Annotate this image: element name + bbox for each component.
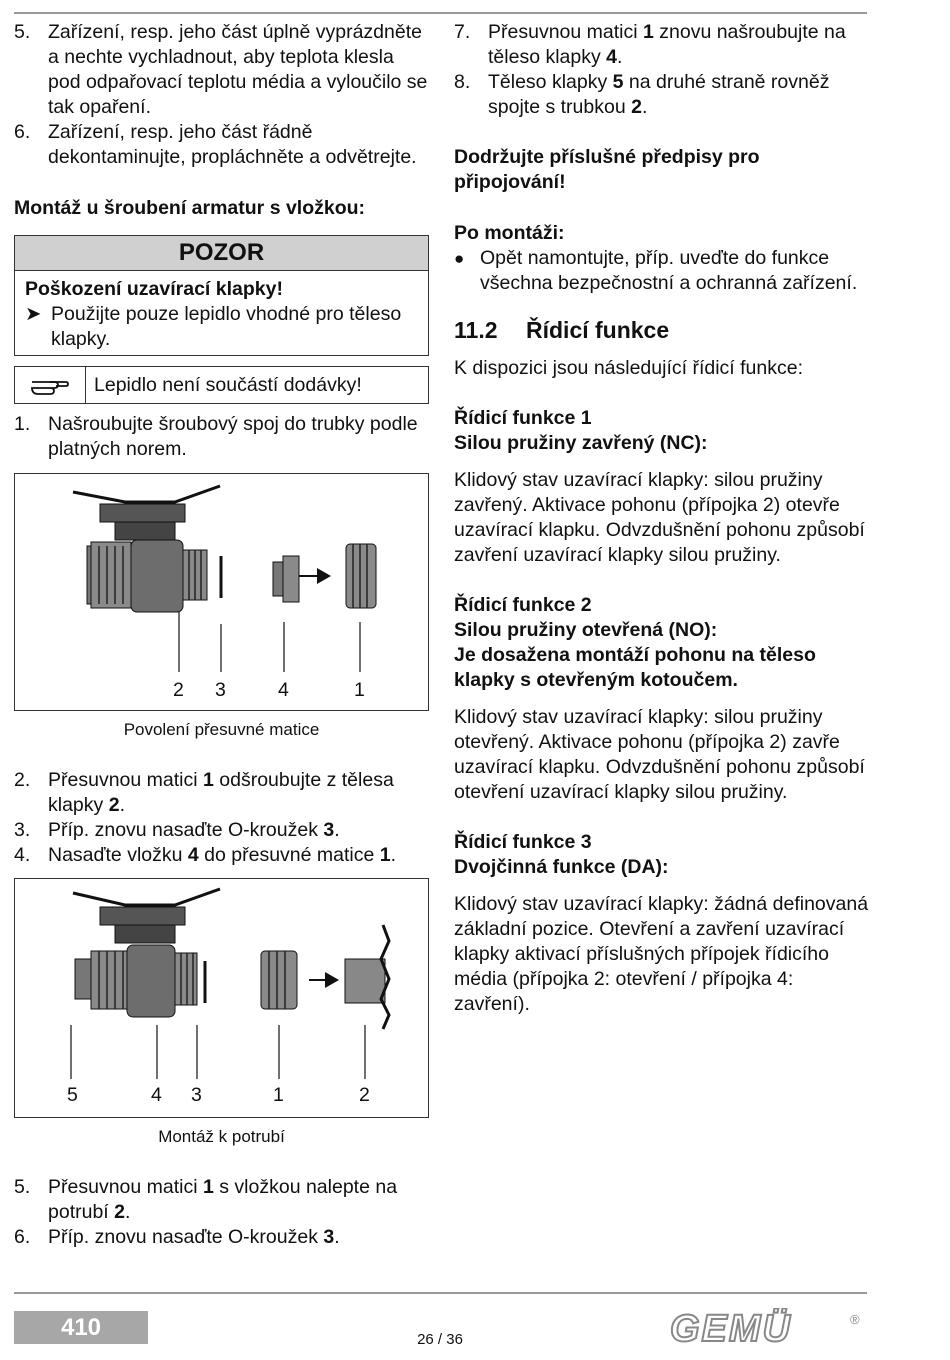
rules-note: Dodržujte příslušné předpisy pro připojování! (454, 146, 760, 193)
control-function-3: Řídicí funkce 3 Dvojčinná funkce (DA): Klidový stav uzavírací klapky: žádná definovaná základní pozice. Otevření a zavření uzavírací klapky aktivací příslušných přípojek řídicího média (přípojka 2: otevření / přípojka 4: zavření). (454, 831, 869, 1015)
fig1-label: 4 (278, 679, 289, 701)
right-column (454, 20, 874, 1017)
fig2-label: 4 (151, 1084, 162, 1106)
list-item: 5. Zařízení, resp. jeho část úplně vyprázdněte a nechte vychladnout, aby teplota klesla pod odpařovací teplotu média a vyloučilo se tak opaření. (14, 21, 428, 118)
warning-step: ➤ Použijte pouze lepidlo vhodné pro těleso klapky. (25, 303, 402, 350)
left-column (14, 20, 429, 1250)
fig1-label: 3 (215, 679, 226, 701)
arrow-icon: ➤ (25, 303, 42, 325)
list-item: 3. Příp. znovu nasaďte O-kroužek 3. (14, 819, 340, 841)
figure-1 (14, 473, 429, 711)
steps-list-d (454, 20, 874, 120)
after-mounting-item: ● Opět namontujte, příp. uveďte do funkce všechna bezpečnostní a ochranná zařízení. (454, 247, 858, 294)
list-item: 8. Těleso klapky 5 na druhé straně rovněž spojte s trubkou 2. (454, 71, 830, 118)
fig2-label: 3 (191, 1084, 202, 1106)
figure-2 (14, 878, 429, 1118)
fig2-label: 5 (67, 1084, 78, 1106)
warning-title: POZOR (15, 236, 428, 271)
svg-text:®: ® (850, 1312, 860, 1327)
control-function-1: Řídicí funkce 1 Silou pružiny zavřený (NC): Klidový stav uzavírací klapky: silou pružiny zavřený. Aktivace pohonu (přípojka 2) otevře uzavírací klapku. Odvzdušnění pohonu způsobí zavření uzavírací klapky silou pružiny. (454, 407, 865, 566)
list-item: 2. Přesuvnou matici 1 odšroubujte z tělesa klapky 2. (14, 769, 394, 816)
fig1-label: 1 (354, 679, 365, 701)
pointing-hand-icon (15, 367, 86, 403)
steps-list-b (14, 768, 429, 868)
fig2-label: 1 (273, 1084, 284, 1106)
note-text: Lepidlo není součástí dodávky! (94, 373, 362, 396)
step-1 (14, 412, 429, 462)
bullet-icon: ● (454, 249, 465, 268)
control-function-2: Řídicí funkce 2 Silou pružiny otevřená (NO): Je dosažena montáží pohonu na těleso klapky s otevřeným kotoučem. Klidový stav uzavírací klapky: silou pružiny otevřený. Aktivace pohonu (přípojka 2) zavře uzavírací klapku. Odvzdušnění pohonu způsobí otevření uzavírací klapky silou pružiny. (454, 594, 865, 803)
figure-2-caption: Montáž k potrubí (158, 1127, 285, 1146)
list-item: 1. Našroubujte šroubový spoj do trubky podle platných norem. (14, 413, 418, 460)
list-item: 7. Přesuvnou matici 1 znovu našroubujte na těleso klapky 4. (454, 21, 846, 68)
after-mounting-heading: Po montáži: (454, 222, 565, 244)
section-intro: K dispozici jsou následující řídicí funkce: (454, 357, 804, 379)
list-item: 4. Nasaďte vložku 4 do přesuvné matice 1. (14, 844, 397, 866)
warning-subtitle: Poškození uzavírací klapky! (25, 278, 283, 300)
list-item: 5. Přesuvnou matici 1 s vložkou nalepte na potrubí 2. (14, 1176, 398, 1223)
list-item: 6. Příp. znovu nasaďte O-kroužek 3. (14, 1226, 340, 1248)
page-number-box: 410 (14, 1311, 148, 1344)
steps-list-a (14, 20, 429, 170)
mounting-heading: Montáž u šroubení armatur s vložkou: (14, 197, 366, 219)
gemu-logo (668, 1308, 868, 1355)
figure-1-caption: Povolení přesuvné matice (123, 720, 320, 739)
list-item: 6. Zařízení, resp. jeho část řádně dekontaminujte, propláchněte a odvětrejte. (14, 121, 417, 168)
note-box (14, 366, 429, 404)
section-heading: 11.2 Řídicí funkce (454, 317, 670, 343)
fig2-label: 2 (359, 1084, 370, 1106)
svg-text:GEMÜ: GEMÜ (670, 1308, 792, 1348)
footer-rule (14, 1292, 867, 1294)
warning-box (14, 235, 429, 356)
fig1-label: 2 (173, 679, 184, 701)
page-counter: 26 / 36 (417, 1331, 463, 1348)
top-rule (14, 12, 867, 14)
steps-list-c (14, 1175, 429, 1250)
